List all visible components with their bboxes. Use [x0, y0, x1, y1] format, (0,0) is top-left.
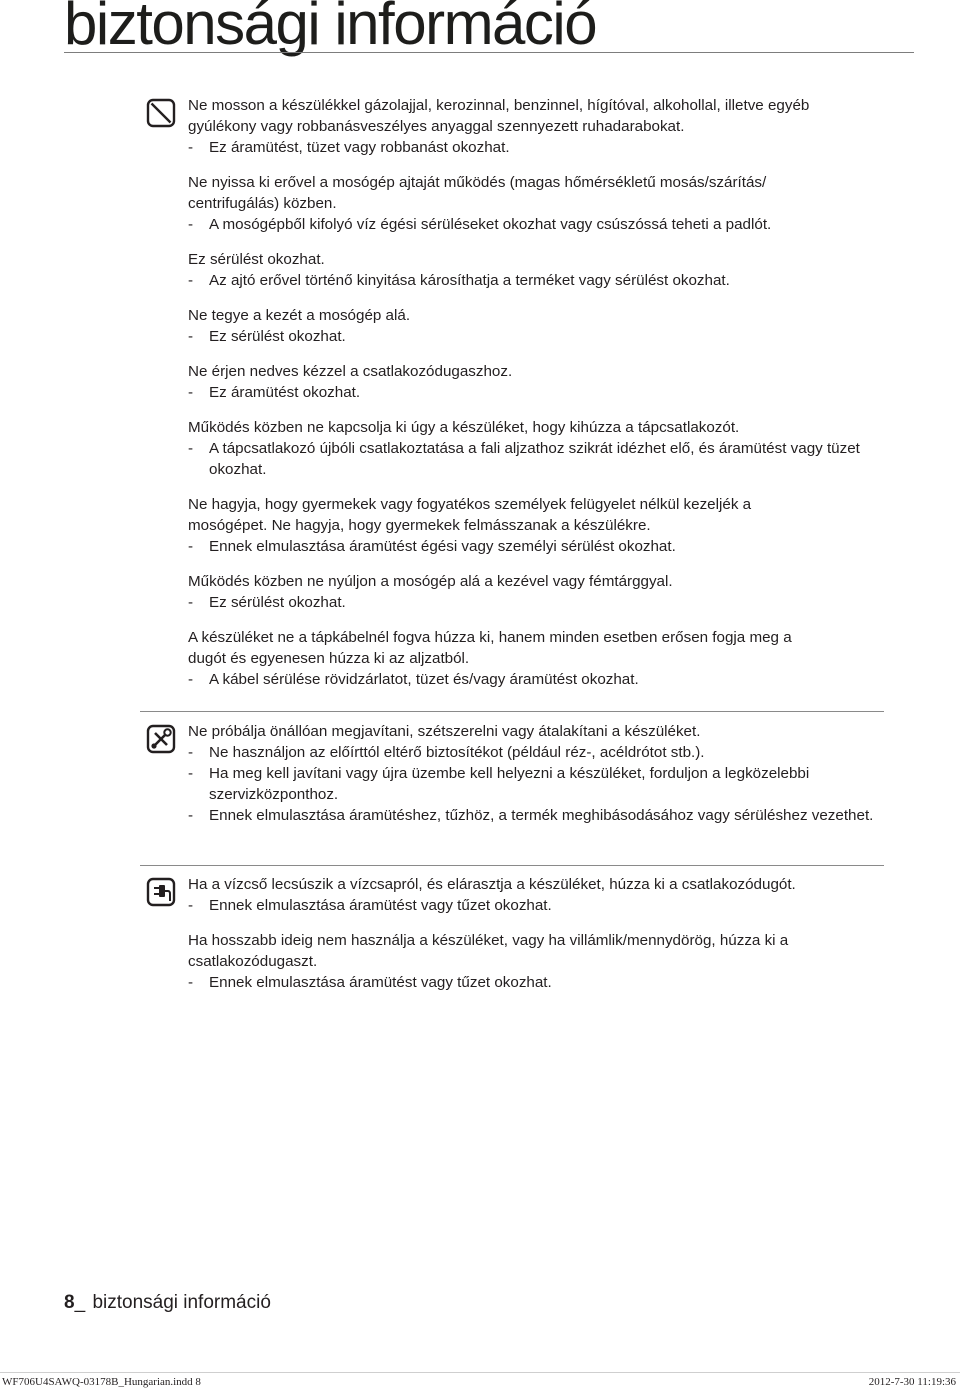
page-section-label: biztonsági információ — [92, 1292, 271, 1313]
instruction-group — [188, 305, 888, 347]
instruction-text: Ne hagyja, hogy gyermekek vagy fogyatékos személyek felügyelet nélkül kezeljék a — [188, 496, 752, 513]
instruction-text: centrifugálás) közben. — [188, 195, 337, 212]
section-unplug — [188, 874, 888, 1007]
page-separator: _ — [74, 1292, 86, 1313]
unplug-icon — [146, 877, 176, 907]
instruction-text: Működés közben ne nyúljon a mosógép alá a kezével vagy fémtárggyal. — [188, 573, 673, 590]
consequence-text: - Ez sérülést okozhat. — [188, 592, 888, 613]
instruction-text: A készüléket ne a tápkábelnél fogva húzza ki, hanem minden esetben erősen fogja meg a — [188, 629, 792, 646]
instruction-text: Működés közben ne kapcsolja ki úgy a készüléket, hogy kihúzza a tápcsatlakozót. — [188, 419, 740, 436]
print-slug-file: WF706U4SAWQ-03178B_Hungarian.indd 8 — [2, 1376, 201, 1388]
instruction-text: Ne érjen nedves kézzel a csatlakozódugaszhoz. — [188, 363, 513, 380]
instruction-text: mosógépet. Ne hagyja, hogy gyermekek felmásszanak a készülékre. — [188, 517, 651, 534]
consequence-text: - Ha meg kell javítani vagy újra üzembe kell helyezni a készüléket, forduljon a legközelebbi szervizközponthoz. — [188, 763, 888, 805]
instruction-group — [188, 874, 888, 916]
consequence-text: - Ennek elmulasztása áramütést vagy tűzet okozhat. — [188, 895, 888, 916]
print-slug-date: 2012-7-30 11:19:36 — [868, 1376, 956, 1388]
consequence-text: - Ez áramütést, tüzet vagy robbanást okozhat. — [188, 137, 888, 158]
consequence-text: - Ez áramütést okozhat. — [188, 382, 888, 403]
instruction-group — [188, 930, 888, 993]
instruction-group — [188, 627, 888, 690]
instruction-group — [188, 571, 888, 613]
instruction-group — [188, 95, 888, 158]
consequence-text: - Ennek elmulasztása áramütést égési vagy személyi sérülést okozhat. — [188, 536, 888, 557]
instruction-text: dugót és egyenesen húzza ki az aljzatból. — [188, 650, 470, 667]
instruction-text: Ne tegye a kezét a mosógép alá. — [188, 307, 411, 324]
section-prohibitions — [188, 95, 888, 704]
page-number: 8 — [64, 1292, 75, 1313]
consequence-text: - Ez sérülést okozhat. — [188, 326, 888, 347]
instruction-text: Ne próbálja önállóan megjavítani, szétszerelni vagy átalakítani a készüléket. — [188, 723, 701, 740]
page-title: biztonsági információ — [64, 0, 597, 57]
consequence-text: - A mosógépből kifolyó víz égési sérüléseket okozhat vagy csúszóssá teheti a padlót. — [188, 214, 888, 235]
instruction-text: Ez sérülést okozhat. — [188, 251, 325, 268]
disassembly-prohibited-icon — [146, 724, 176, 754]
instruction-text: csatlakozódugaszt. — [188, 953, 318, 970]
instruction-text: gyúlékony vagy robbanásveszélyes anyaggal szennyezett ruhadarabokat. — [188, 118, 685, 135]
instruction-text: Ha a vízcső lecsúszik a vízcsapról, és elárasztja a készüléket, húzza ki a csatlakozódugót. — [188, 876, 796, 893]
consequence-text: - Az ajtó erővel történő kinyitása károsíthatja a terméket vagy sérülést okozhat. — [188, 270, 888, 291]
instruction-text: Ne mosson a készülékkel gázolajjal, kerozinnal, benzinnel, hígítóval, alkohollal, illetve egyéb — [188, 97, 810, 114]
prohibition-icon — [146, 98, 176, 128]
title-underline — [64, 52, 914, 53]
section-divider — [140, 711, 884, 712]
consequence-text: - Ennek elmulasztása áramütést vagy tűzet okozhat. — [188, 972, 888, 993]
instruction-group — [188, 249, 888, 291]
print-slug-rule — [0, 1372, 960, 1373]
instruction-group — [188, 721, 888, 826]
section-divider — [140, 865, 884, 866]
instruction-group — [188, 494, 888, 557]
consequence-text: - Ne használjon az előírttól eltérő biztosítékot (például réz-, acéldrótot stb.). — [188, 742, 888, 763]
consequence-text: - Ennek elmulasztása áramütéshez, tűzhöz, a termék meghibásodásához vagy sérüléshez vezethet. — [188, 805, 888, 826]
consequence-text: - A tápcsatlakozó újbóli csatlakoztatása a fali aljzathoz szikrát idézhet elő, és áramütést vagy tüzet okozhat. — [188, 438, 888, 480]
section-repair — [188, 721, 888, 840]
instruction-group — [188, 172, 888, 235]
instruction-text: Ha hosszabb ideig nem használja a készüléket, vagy ha villámlik/mennydörög, húzza ki a — [188, 932, 789, 949]
consequence-text: - A kábel sérülése rövidzárlatot, tüzet és/vagy áramütést okozhat. — [188, 669, 888, 690]
instruction-group — [188, 417, 888, 480]
instruction-text: Ne nyissa ki erővel a mosógép ajtaját működés (magas hőmérsékletű mosás/szárítás/ — [188, 174, 767, 191]
instruction-group — [188, 361, 888, 403]
page-footer — [64, 1292, 271, 1314]
